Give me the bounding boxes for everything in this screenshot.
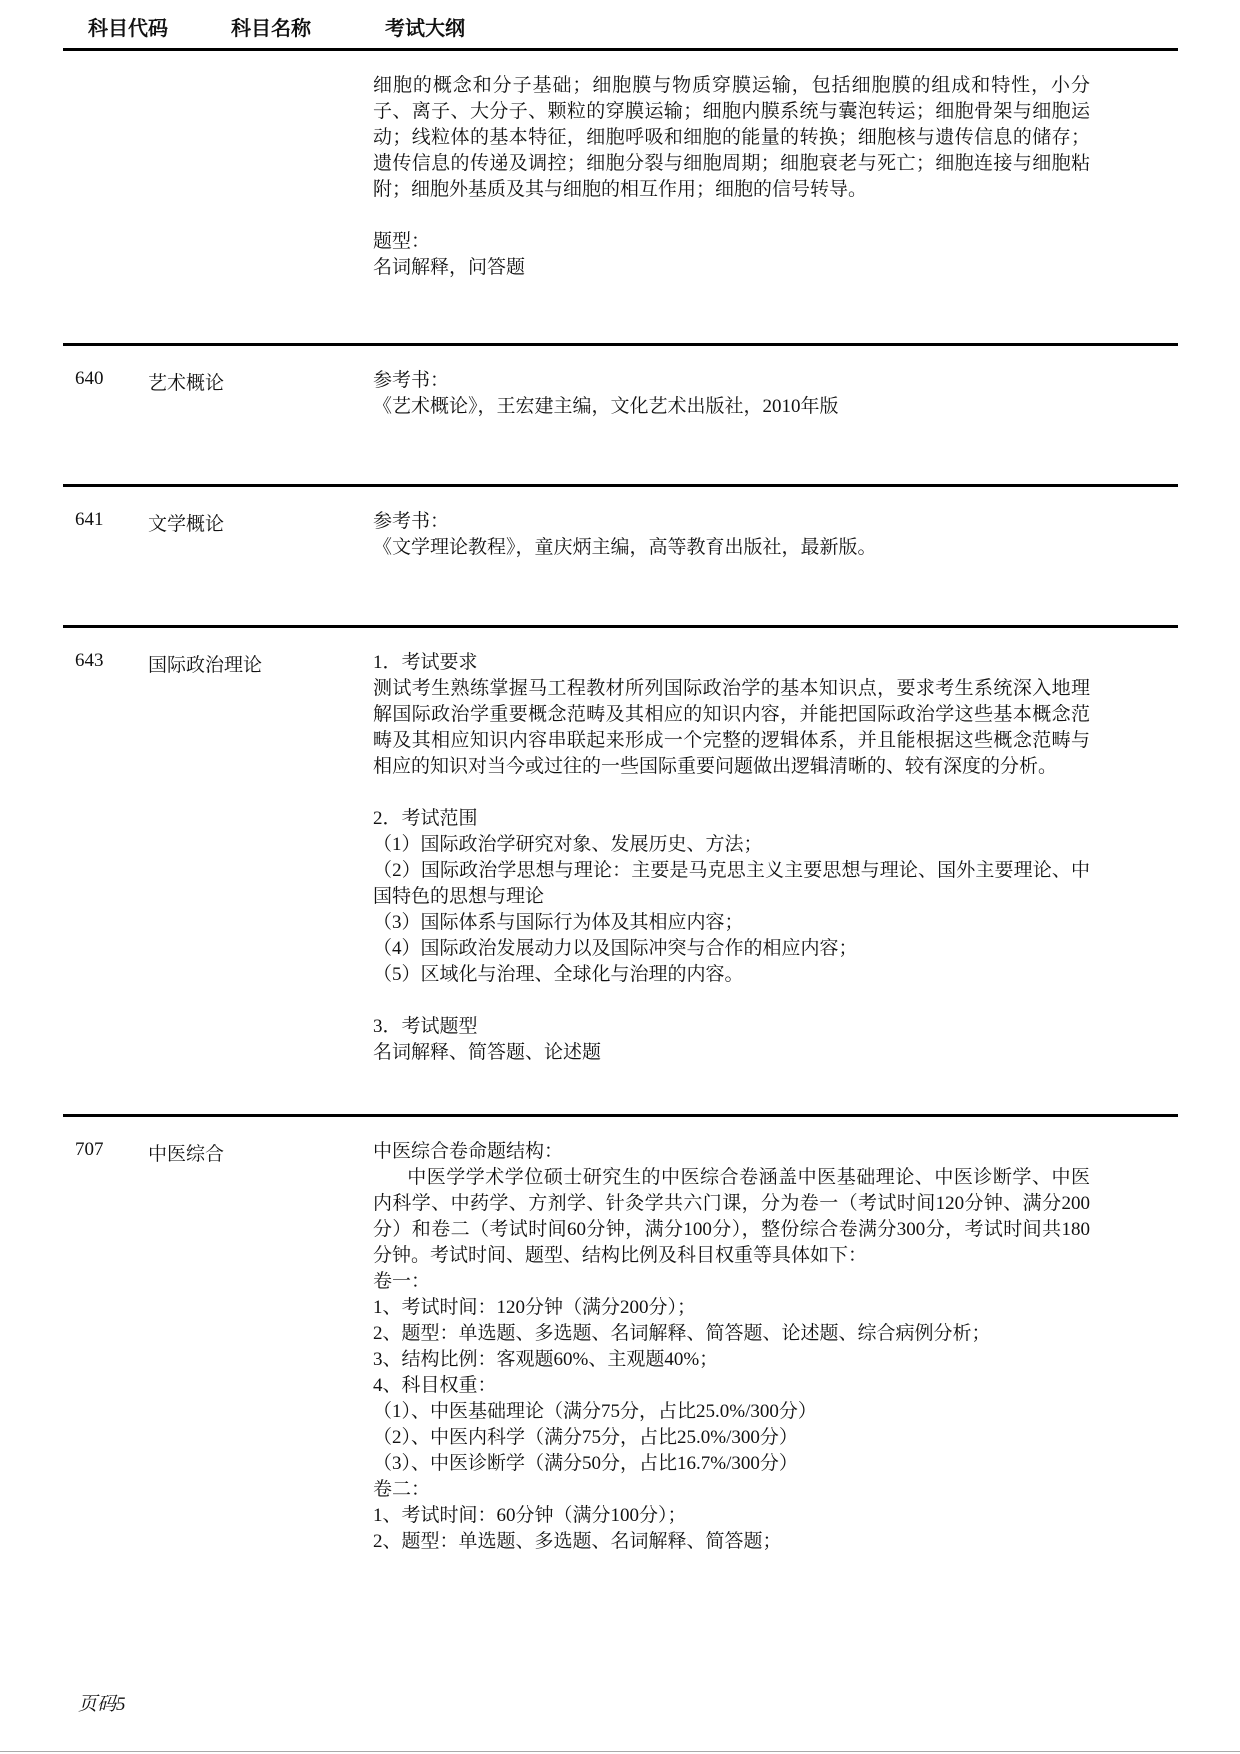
outline-paragraph: 2、题型：单选题、多选题、名词解释、简答题； (373, 1531, 782, 1552)
subject-name-cell: 中医综合 (148, 1144, 225, 1165)
outline-paragraph: （1）、中医基础理论（满分75分，占比25.0%/300分） (373, 1401, 817, 1422)
outline-paragraph: 中医学学术学位硕士研究生的中医综合卷涵盖中医基础理论、中医诊断学、中医内科学、中药学、方剂学、针灸学共六门课，分为卷一（考试时间120分钟、满分200分）和卷二（考试时间60分钟，满分100分），整份综合卷满分300分，考试时间共180分钟。考试时间、题型、结构比例及科目权重等具体如下： (373, 1167, 1090, 1266)
outline-cell (373, 509, 1178, 561)
outline-paragraph: 3、结构比例：客观题60%、主观题40%； (373, 1349, 719, 1370)
table-row (63, 1114, 1178, 1575)
outline-paragraph: 3．考试题型 (373, 1016, 478, 1037)
outline-paragraph: 题型： (373, 231, 431, 252)
outline-cell (373, 1139, 1178, 1555)
table-row (63, 484, 1178, 625)
subject-name-cell: 国际政治理论 (148, 655, 263, 676)
outline-paragraph: 参考书： (373, 370, 450, 391)
header-row (63, 8, 1178, 51)
outline-paragraph: 2、题型：单选题、多选题、名词解释、简答题、论述题、综合病例分析； (373, 1323, 991, 1344)
page-number: 页码5 (78, 1694, 126, 1715)
table-row (63, 343, 1178, 484)
outline-paragraph: 名词解释，问答题 (373, 257, 526, 278)
page-bottom-edge (0, 1751, 1240, 1752)
outline-paragraph: 2．考试范围 (373, 808, 478, 829)
table-row (63, 625, 1178, 1114)
outline-paragraph: （1）国际政治学研究对象、发展历史、方法； (373, 834, 763, 855)
outline-paragraph: 测试考生熟练掌握马工程教材所列国际政治学的基本知识点，要求考生系统深入地理解国际政治学重要概念范畴及其相应的知识内容，并能把国际政治学这些基本概念范畴及其相应知识内容串联起来形成一个完整的逻辑体系，并且能根据这些概念范畴与相应的知识对当今或过往的一些国际重要问题做出逻辑清晰的、较有深度的分析。 (373, 678, 1090, 777)
outline-paragraph: （4）国际政治发展动力以及国际冲突与合作的相应内容； (373, 938, 858, 959)
outline-paragraph: 《艺术概论》，王宏建主编，文化艺术出版社，2010年版 (373, 396, 839, 417)
syllabus-table (63, 8, 1178, 1575)
outline-cell (373, 368, 1178, 420)
subject-code-cell: 641 (75, 509, 104, 530)
outline-cell (373, 650, 1178, 1066)
outline-paragraph: 中医综合卷命题结构： (373, 1141, 564, 1162)
outline-paragraph: 《文学理论教程》，童庆炳主编，高等教育出版社，最新版。 (373, 537, 877, 558)
outline-paragraph: 4、科目权重： (373, 1375, 497, 1396)
header-subject-name: 科目名称 (231, 18, 311, 40)
outline-paragraph: （3）国际体系与国际行为体及其相应内容； (373, 912, 744, 933)
outline-paragraph: 1、考试时间：120分钟（满分200分）； (373, 1297, 697, 1318)
subject-code-cell: 640 (75, 368, 104, 389)
table-row (63, 51, 1178, 343)
outline-paragraph: 细胞的概念和分子基础；细胞膜与物质穿膜运输，包括细胞膜的组成和特性，小分子、离子、大分子、颗粒的穿膜运输；细胞内膜系统与囊泡转运；细胞骨架与细胞运动；线粒体的基本特征，细胞呼吸和细胞的能量的转换；细胞核与遗传信息的储存；遗传信息的传递及调控；细胞分裂与细胞周期；细胞衰老与死亡；细胞连接与细胞粘附；细胞外基质及其与细胞的相互作用；细胞的信号转导。 (373, 75, 1090, 200)
header-exam-outline: 考试大纲 (385, 18, 465, 40)
outline-paragraph: 1．考试要求 (373, 652, 478, 673)
subject-name-cell: 文学概论 (148, 514, 225, 535)
outline-paragraph: 名词解释、简答题、论述题 (373, 1042, 602, 1063)
outline-paragraph: （3）、中医诊断学（满分50分，占比16.7%/300分） (373, 1453, 798, 1474)
outline-paragraph: （2）国际政治学思想与理论：主要是马克思主义主要思想与理论、国外主要理论、中国特色的思想与理论 (373, 860, 1090, 907)
subject-name-cell (148, 73, 373, 281)
header-subject-code: 科目代码 (88, 18, 168, 40)
subject-code-cell (63, 73, 148, 281)
outline-paragraph: （2）、中医内科学（满分75分，占比25.0%/300分） (373, 1427, 798, 1448)
subject-name-cell: 艺术概论 (148, 373, 225, 394)
outline-paragraph: 卷二： (373, 1479, 431, 1500)
outline-cell (373, 73, 1178, 281)
subject-code-cell: 707 (75, 1139, 104, 1160)
outline-paragraph: 卷一： (373, 1271, 431, 1292)
outline-paragraph: （5）区域化与治理、全球化与治理的内容。 (373, 964, 744, 985)
outline-paragraph: 参考书： (373, 511, 450, 532)
subject-code-cell: 643 (75, 650, 104, 671)
outline-paragraph: 1、考试时间：60分钟（满分100分）； (373, 1505, 687, 1526)
